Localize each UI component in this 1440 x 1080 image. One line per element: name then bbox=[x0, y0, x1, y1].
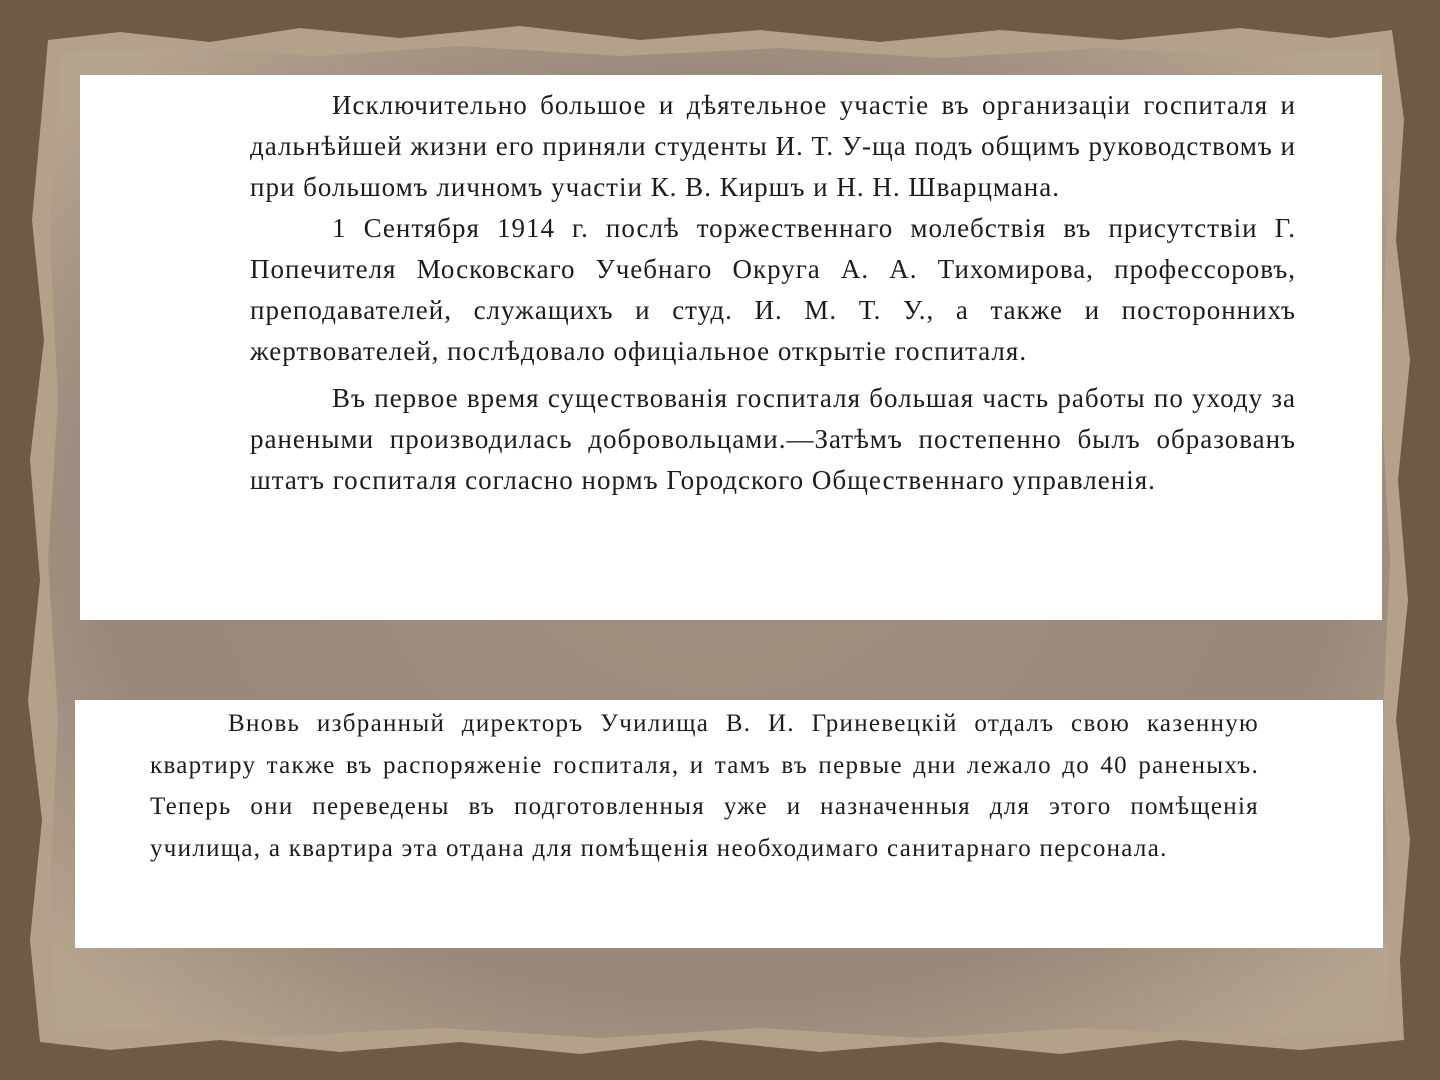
scanned-text-excerpt-2 bbox=[75, 700, 1383, 948]
paragraph: Исключительно большое и дѣятельное участіе въ организаціи госпиталя и дальнѣйшей жизни его приняли студенты И. Т. У-ща подъ общимъ руководствомъ и при большомъ личномъ участіи К. В. Киршъ и Н. Н. Шварцмана. bbox=[250, 90, 1296, 202]
paragraph: Въ первое время существованія госпиталя большая часть работы по уходу за ранеными производилась добровольцами.—Затѣмъ постепенно былъ образованъ штатъ госпиталя согласно нормъ Городского Общественнаго управленія. bbox=[250, 383, 1296, 495]
scanned-text-excerpt-1 bbox=[80, 75, 1382, 620]
paragraph: Вновь избранный директоръ Училища В. И. Гриневецкій отдалъ свою казенную квартиру также въ распоряженіе госпиталя, и тамъ въ первые дни лежало до 40 раненыхъ. Теперь они переведены въ подготовленныя уже и назначенныя для этого помѣщенія училища, а квартира эта отдана для помѣщенія необходимаго санитарнаго персонала. bbox=[150, 710, 1259, 862]
paragraph: 1 Сентября 1914 г. послѣ торжественнаго молебствія въ присутствіи Г. Попечителя Московскаго Учебнаго Округа А. А. Тихомирова, профессоровъ, преподавателей, служащихъ и студ. И. М. Т. У., а также и постороннихъ жертвователей, послѣдовало офиціальное открытіе госпиталя. bbox=[250, 213, 1296, 366]
